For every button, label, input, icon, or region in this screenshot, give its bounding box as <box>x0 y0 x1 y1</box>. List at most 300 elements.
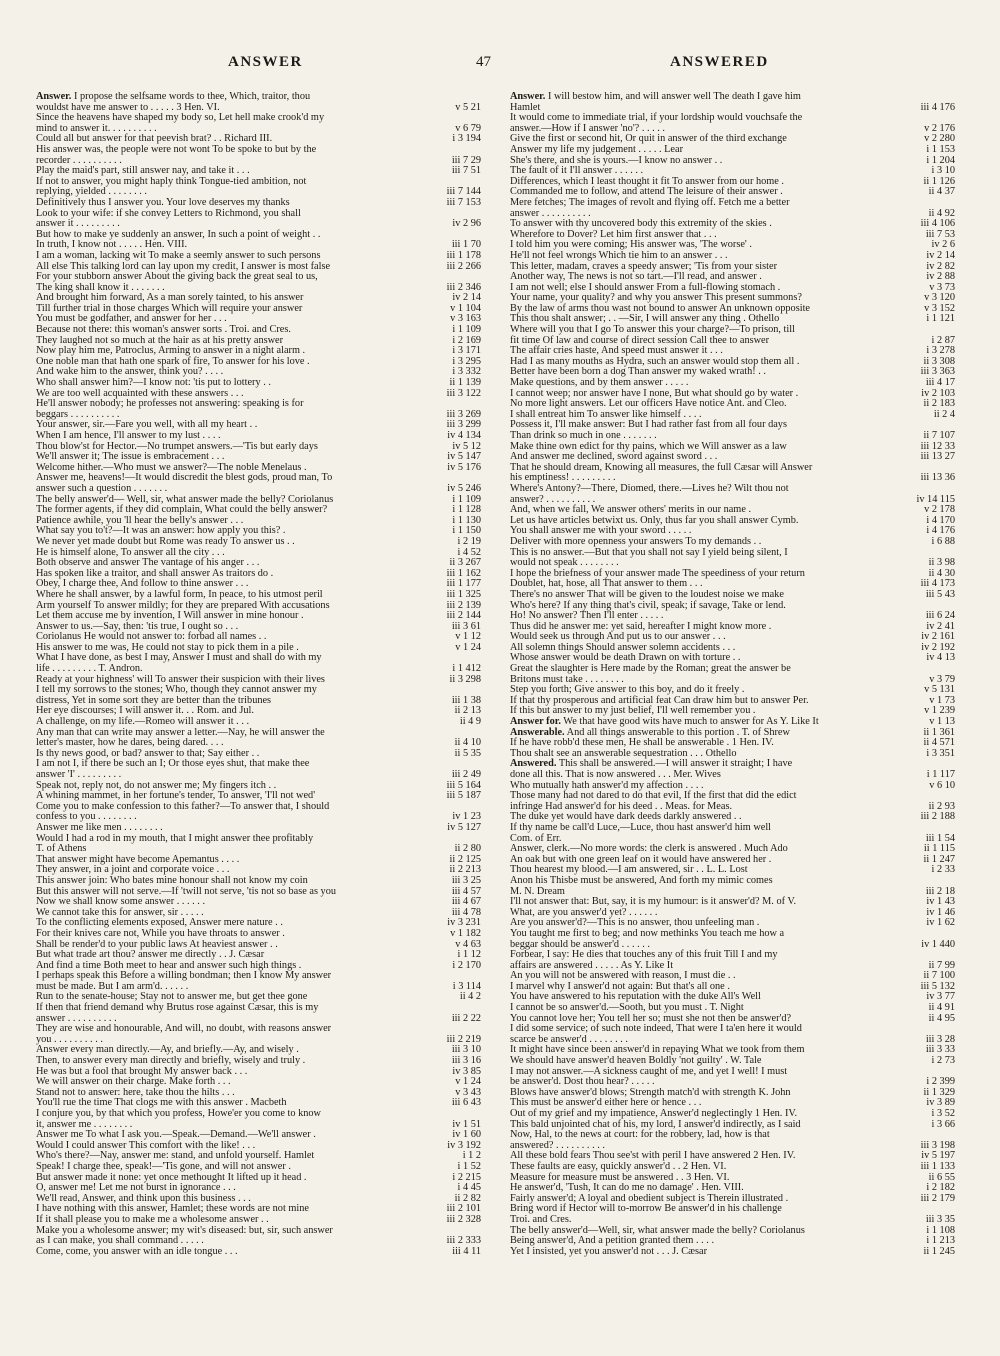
reference: iii 1 178 <box>446 249 481 261</box>
entry-text: Patience awhile, you 'll hear the belly's answer . . . <box>36 514 244 526</box>
entry-text: A challenge, on my life.—Romeo will answer it . . . <box>36 716 250 728</box>
entry-text: There's no answer That will be given to the loudest noise we make <box>510 588 784 600</box>
entry-text: What, are you answer'd yet? . . . . . . <box>510 906 658 918</box>
entry-text: This thou shalt answer; . . —Sir, I will answer any thing . Othello <box>510 313 780 325</box>
reference: iv 2 41 <box>926 620 955 632</box>
entry-text: But answer made it none: yet once methought It lifted up it head . <box>36 1171 307 1183</box>
entry-line <box>510 1162 955 1173</box>
entry-text: Is thy news good, or bad? answer to that; Say either . . <box>36 747 260 759</box>
entry-text: Troi. and Cres. <box>510 1213 572 1225</box>
reference: i 1 128 <box>452 504 481 516</box>
entry-text: Differences, which I least thought it fit To answer from our home . <box>510 175 784 187</box>
entry-text: Are you answer'd?—This is no answer, thou unfeeling man . <box>510 917 760 929</box>
reference: i 2 399 <box>926 1076 955 1088</box>
reference: iv 5 147 <box>447 451 481 463</box>
entry-text: I tell my sorrows to the stones; Who, though they cannot answer my <box>36 684 317 696</box>
reference: ii 4 10 <box>454 737 481 749</box>
reference: iii 3 122 <box>446 387 481 399</box>
entry-text: Make questions, and by them answer . . . . . <box>510 377 689 389</box>
reference: i 4 170 <box>926 514 955 526</box>
entry-text: Speak not, reply not, do not answer me; My fingers itch . . <box>36 779 277 791</box>
reference: ii 2 183 <box>923 398 955 410</box>
reference: i 1 121 <box>926 313 955 325</box>
entry-line <box>36 198 481 209</box>
reference: iv 5 127 <box>447 821 481 833</box>
reference: ii 4 91 <box>928 1002 955 1014</box>
reference: i 2 19 <box>457 535 481 547</box>
entry-text: fit time Of law and course of direct session Call thee to answer <box>510 334 770 346</box>
entry-line <box>36 92 481 103</box>
entry-text: You shall answer me with your sword . . . . . <box>510 525 692 537</box>
entry-text: Stand not to answer: here, take thou the hilts . . . <box>36 1086 235 1098</box>
entry-text: Com. of Err. <box>510 832 562 844</box>
entry-text: No more light answers. Let our officers Have notice Ant. and Cleo. <box>510 398 787 410</box>
reference: iii 2 101 <box>446 1203 481 1215</box>
entry-text: I'll not answer that: But, say, it is my humour: is it answer'd? M. of V. <box>510 896 797 908</box>
reference: iv 1 23 <box>452 811 481 823</box>
reference: iii 1 177 <box>446 578 481 590</box>
entry-text: He'll answer nobody; he professes not answering: speaking is for <box>36 398 304 410</box>
entry-text: Now play him me, Patroclus, Arming to answer in a night alarm . <box>36 345 306 357</box>
reference: v 2 176 <box>924 122 955 134</box>
entry-text: Welcome hither.—Who must we answer?—The noble Menelaus . <box>36 461 307 473</box>
reference: v 3 73 <box>929 281 955 293</box>
reference: iv 2 192 <box>921 641 955 653</box>
entry-text: We will answer on their charge. Make forth . . . <box>36 1076 231 1088</box>
reference: iii 1 54 <box>925 832 955 844</box>
entry-line <box>510 1215 955 1226</box>
reference: v 3 43 <box>455 1086 481 1098</box>
reference: i 4 176 <box>926 525 955 537</box>
reference: iii 1 162 <box>446 567 481 579</box>
reference: iii 2 139 <box>446 599 481 611</box>
entry-text: I perhaps speak this Before a willing bondman; then I know My answer <box>36 970 332 982</box>
entry-text: would not speak . . . . . . . . <box>510 557 619 569</box>
reference: i 1 213 <box>926 1235 955 1247</box>
reference: iii 4 11 <box>452 1245 481 1257</box>
entry-line <box>510 251 955 262</box>
entry-line <box>36 1109 481 1120</box>
reference: ii 1 126 <box>923 175 955 187</box>
reference: iii 7 153 <box>446 196 481 208</box>
entry-line <box>36 876 481 887</box>
left-column <box>36 92 481 1257</box>
reference: iii 2 22 <box>451 1012 481 1024</box>
reference: iii 4 78 <box>451 906 481 918</box>
entry-text: Answer. I propose the selfsame words to thee, Which, traitor, thou <box>36 91 311 102</box>
reference: iii 2 219 <box>446 1033 481 1045</box>
reference: i 1 52 <box>457 1160 481 1172</box>
reference: ii 1 245 <box>923 1245 955 1257</box>
reference: i 4 52 <box>457 546 481 558</box>
reference: iii 6 24 <box>925 610 955 622</box>
entry-line <box>510 1247 955 1258</box>
entry-text: Her eye discourses; I will answer it. . . Rom. and Jul. <box>36 705 254 717</box>
reference: iv 5 12 <box>452 440 481 452</box>
entry-text: I told him you were coming; His answer was, 'The worse' . <box>510 239 752 251</box>
headword: Answered. <box>510 758 557 770</box>
reference: v 4 63 <box>455 938 481 950</box>
entry-text: That answer might have become Apemantus . . . . <box>36 853 240 865</box>
entry-text: I am a woman, lacking wit To make a seemly answer to such persons <box>36 249 321 261</box>
entry-text: We are too well acquainted with these answers . . . <box>36 387 244 399</box>
entry-text: Run to the senate-house; Stay not to answer me, but get thee gone <box>36 991 308 1003</box>
reference: iii 2 328 <box>446 1213 481 1225</box>
reference: iii 1 133 <box>920 1160 955 1172</box>
entry-text: beggar should be answer'd . . . . . . <box>510 938 650 950</box>
entry-line <box>510 145 955 156</box>
entry-text: Fairly answer'd; A loyal and obedient subject is Therein illustrated . <box>510 1192 789 1204</box>
reference: v 5 131 <box>924 684 955 696</box>
reference: i 1 150 <box>452 525 481 537</box>
entry-text: And answer me declined, sword against sword . . . <box>510 451 718 463</box>
reference: iii 3 198 <box>920 1139 955 1151</box>
entry-text: Shall be render'd to your public laws At heaviest answer . . <box>36 938 278 950</box>
entry-text: I hope the briefness of your answer made The speediness of your return <box>510 567 805 579</box>
reference: iv 5 246 <box>447 482 481 494</box>
entry-line <box>36 484 481 495</box>
reference: iii 7 144 <box>446 186 481 198</box>
entry-text: Deliver with more openness your answers To my demands . . <box>510 535 762 547</box>
reference: v 2 178 <box>924 504 955 516</box>
reference: iii 3 33 <box>925 1044 955 1056</box>
entry-text: Whose answer would be death Drawn on with torture . . <box>510 652 741 664</box>
entry-line <box>36 1215 481 1226</box>
entry-text: If it shall please you to make me a wholesome answer . . <box>36 1213 269 1225</box>
entry-text: You'll rue the time That clogs me with this answer . Macbeth <box>36 1097 287 1109</box>
entry-text: Your name, your quality? and why you answer This present summons? <box>510 292 802 304</box>
entry-text: be answer'd. Dost thou hear? . . . . . <box>510 1076 655 1088</box>
reference: iii 2 18 <box>925 885 955 897</box>
header-left-word: ANSWER <box>228 54 303 70</box>
entry-text: Bring word if Hector will to-morrow Be answer'd in his challenge <box>510 1203 782 1215</box>
entry-text: Who's there?—Nay, answer me: stand, and unfold yourself. Hamlet <box>36 1150 315 1162</box>
entry-line <box>36 590 481 601</box>
entry-text: done all this. That is now answered . . . Mer. Wives <box>510 769 721 780</box>
entry-text: Speak! I charge thee, speak!—'Tis gone, and will not answer . <box>36 1160 291 1172</box>
headword: Answer for. <box>510 716 561 728</box>
entry-text: Answer to us.—Say, then: 'tis true, I ought so . . . <box>36 620 239 632</box>
reference: iv 1 440 <box>921 938 955 950</box>
entry-text: Would I had a rod in my mouth, that I might answer thee profitably <box>36 832 314 844</box>
entry-text: answer it . . . . . . . . . <box>36 218 120 230</box>
entry-text: This answer join: Who bates mine honour shall not know my coin <box>36 874 308 886</box>
entry-text: Who mutually hath answer'd my affection . . . . <box>510 779 704 791</box>
reference: i 4 45 <box>457 1182 481 1194</box>
entry-text: mind to answer it. . . . . . . . . . <box>36 122 157 134</box>
entry-text: If not to answer, you might haply think Tongue-tied ambition, not <box>36 175 307 187</box>
entry-text: Who shall answer him?—I know not: 'tis put to lottery . . <box>36 377 271 389</box>
entry-text: We'll answer it; The issue is embracement . . . <box>36 451 225 463</box>
entry-text: If this but answer to my just belief, I'll well remember you . <box>510 705 756 717</box>
reference: iii 2 333 <box>446 1235 481 1247</box>
entry-text: You taught me first to beg; and now methinks You teach me how a <box>510 927 785 939</box>
entry-text: answer . . . . . . . . . . <box>36 1012 117 1024</box>
reference: ii 7 100 <box>923 970 955 982</box>
entry-text: Better have been born a dog Than answer my waked wrath! . . <box>510 366 766 378</box>
entry-text: Obey, I charge thee, And follow to thine answer . . . <box>36 578 249 590</box>
reference: iv 3 89 <box>926 1097 955 1109</box>
entry-text: Where will you that I go To answer this your charge?—To prison, till <box>510 324 795 336</box>
reference: iii 2 346 <box>446 281 481 293</box>
reference: iii 6 43 <box>451 1097 481 1109</box>
entry-text: The fault of it I'll answer . . . . . . <box>510 165 644 177</box>
entry-text: Forbear, I say: He dies that touches any of this fruit Till I and my <box>510 949 778 961</box>
entry-text: An you will not be answered with reason, I must die . . <box>510 970 736 982</box>
entry-text: The former agents, if they did complain, What could the belly answer? <box>36 504 328 516</box>
entry-line <box>510 1109 955 1120</box>
entry-text: affairs are answered . . . . . As Y. Like It <box>510 959 674 971</box>
reference: iv 1 60 <box>452 1129 481 1141</box>
entry-text: Than drink so much in one . . . . . . . <box>510 430 657 441</box>
entry-text: This must be answer'd either here or hence . . . <box>510 1097 702 1109</box>
entry-text: If he have robb'd these men, He shall be answerable . 1 Hen. IV. <box>510 737 774 749</box>
reference: i 2 73 <box>931 1055 955 1067</box>
entry-text: I did some service; of such note indeed, That were I ta'en here it would <box>510 1023 802 1035</box>
entry-text: Make you a wholesome answer; my wit's diseased: but, sir, such answer <box>36 1224 333 1236</box>
reference: v 5 21 <box>455 101 481 113</box>
reference: i 1 12 <box>457 949 481 961</box>
entry-text: Anon his Thisbe must be answered, And forth my mimic comes <box>510 874 773 886</box>
reference: ii 4 95 <box>928 1012 955 1024</box>
reference: iv 14 115 <box>916 493 955 505</box>
entry-text: Where he shall answer, by a lawful form, In peace, to his utmost peril <box>36 588 323 600</box>
entry-text: Thus did he answer me: yet said, hereafter I might know more . <box>510 620 772 632</box>
reference: v 1 182 <box>450 927 481 939</box>
entry-line <box>36 834 481 845</box>
entry-text: He'll not feel wrongs Which tie him to an answer . . . <box>510 249 728 261</box>
entry-text: Would I could answer This comfort with the like! . . . <box>36 1139 256 1151</box>
entry-text: I conjure you, by that which you profess, Howe'er you come to know <box>36 1108 321 1119</box>
reference: iv 2 14 <box>926 249 955 261</box>
entry-text: Now we shall know some answer . . . . . . <box>36 896 206 908</box>
entry-text: Come you to make confession to this father?—To answer that, I should <box>36 800 330 812</box>
entry-line <box>510 537 955 548</box>
entry-text: Those many had not dared to do that evil, If the first that did the edict <box>510 790 797 802</box>
reference: iii 2 188 <box>920 811 955 823</box>
entry-text: Another way, The news is not so tart.—I'll read, and answer . <box>510 271 762 283</box>
reference: ii 4 30 <box>928 567 955 579</box>
reference: ii 2 213 <box>449 864 481 876</box>
reference: iii 1 70 <box>451 239 481 251</box>
entry-line <box>36 145 481 156</box>
entry-text: The king shall know it . . . . . . . <box>36 281 165 293</box>
reference: ii 2 13 <box>454 705 481 717</box>
entry-text: All else This talking lord can lay upon my credit, I answer is most false <box>36 260 331 272</box>
entry-text: scarce be answer'd . . . . . . . . <box>510 1033 628 1045</box>
reference: iii 7 29 <box>451 154 481 166</box>
entry-line <box>510 92 955 103</box>
entry-text: By the law of arms thou wast not bound to answer An unknown opposite <box>510 302 811 314</box>
reference: iv 2 161 <box>921 631 955 643</box>
entry-text: I may not answer.—A sickness caught of me, and yet I well! I must <box>510 1065 788 1077</box>
entry-text: You cannot love her; You tell her so; must she not then be answer'd? <box>510 1012 792 1024</box>
entry-text: beggars . . . . . . . . . . <box>36 408 120 420</box>
entry-text: Being answer'd, And a petition granted them . . . . <box>510 1235 715 1247</box>
reference: i 1 2 <box>462 1150 481 1162</box>
entry-text: All these bold fears Thou see'st with peril I have answered 2 Hen. IV. <box>510 1150 796 1162</box>
reference: v 1 12 <box>455 631 481 643</box>
reference: iii 13 27 <box>920 451 955 463</box>
entry-text: It would come to immediate trial, if your lordship would vouchsafe the <box>510 112 803 124</box>
entry-text: Thou blow'st for Hector.—No trumpet answers.—'Tis but early days <box>36 440 318 452</box>
reference: ii 7 107 <box>923 430 955 441</box>
entry-line <box>36 537 481 548</box>
entry-text: infringe Had answer'd for his deed . . Meas. for Meas. <box>510 800 733 812</box>
entry-line <box>36 1247 481 1258</box>
entry-text: Answer. I will bestow him, and will answer well The death I gave him <box>510 91 801 102</box>
entry-text: Yet I insisted, yet you answer'd not . . . J. Cæsar <box>510 1245 708 1257</box>
entry-text: Because not there: this woman's answer sorts . Troi. and Cres. <box>36 324 291 336</box>
reference: ii 1 329 <box>923 1086 955 1098</box>
reference: iii 4 176 <box>920 101 955 113</box>
reference: i 1 109 <box>452 324 481 336</box>
reference: i 2 169 <box>452 334 481 346</box>
reference: iii 3 61 <box>451 620 481 632</box>
entry-text: To the conflicting elements exposed, Answer mere nature . . <box>36 917 283 929</box>
entry-text: Possess it, I'll make answer: But I had rather fast from all four days <box>510 419 787 431</box>
entry-text: I shall entreat him To answer like himself . . . . <box>510 408 702 420</box>
entry-text: I am not I, if there be such an I; Or those eyes shut, that make thee <box>36 758 310 770</box>
entry-text: To answer with thy uncovered body this extremity of the skies . <box>510 218 772 230</box>
entry-text: We should have answer'd heaven Boldly 'not guilty' . W. Tale <box>510 1055 762 1067</box>
entry-text: He answer'd, 'Tush, It can do me no damage' . Hen. VIII. <box>510 1182 744 1194</box>
reference: iii 5 164 <box>446 779 481 791</box>
reference: iv 5 176 <box>447 461 481 473</box>
reference: i 3 278 <box>926 345 955 357</box>
entry-text: Now, Hal, to the news at court: for the robbery, lad, how is that <box>510 1129 770 1141</box>
headword: Answerable. <box>510 726 565 738</box>
reference: ii 2 4 <box>933 408 955 420</box>
reference: iii 5 187 <box>446 790 481 802</box>
reference: v 1 24 <box>455 1076 481 1088</box>
entry-text: answer.—How if I answer 'no'? . . . . . <box>510 122 665 134</box>
entry-text: All solemn things Should answer solemn accidents . . . <box>510 641 736 653</box>
reference: iii 3 25 <box>451 874 481 886</box>
reference: ii 1 361 <box>923 726 955 738</box>
entry-text: They are wise and honourable, And will, no doubt, with reasons answer <box>36 1023 332 1035</box>
reference: i 2 87 <box>931 334 955 346</box>
reference: iii 5 43 <box>925 588 955 600</box>
reference: i 3 171 <box>452 345 481 357</box>
reference: i 3 351 <box>926 747 955 759</box>
entry-text: They answer, in a joint and corporate voice . . . <box>36 864 230 876</box>
reference: iv 3 77 <box>926 991 955 1003</box>
reference: v 3 152 <box>924 302 955 314</box>
entry-line <box>510 484 955 495</box>
reference: iv 4 13 <box>926 652 955 664</box>
entry-text: Out of my grief and my impatience, Answer'd neglectingly 1 Hen. IV. <box>510 1108 798 1119</box>
reference: iv 1 43 <box>926 896 955 908</box>
entry-text: A whining mammet, in her fortune's tender, To answer, 'I'll not wed' <box>36 790 316 802</box>
entry-text: answer such a question . . . . . . . <box>36 482 168 494</box>
entry-text: Who's here? If any thing that's civil, speak; if savage, Take or lend. <box>510 599 786 611</box>
reference: iv 2 6 <box>931 239 955 251</box>
reference: i 6 88 <box>931 535 955 547</box>
reference: i 1 108 <box>926 1224 955 1236</box>
entry-text: Ready at your highness' will To answer their suspicion with their lives <box>36 673 325 685</box>
entry-text: Answered. This shall be answered.—I will answer it straight; I have <box>510 758 793 770</box>
reference: ii 1 139 <box>449 377 481 389</box>
reference: iii 7 53 <box>925 228 955 240</box>
reference: ii 4 2 <box>459 991 481 1003</box>
reference: ii 4 92 <box>928 207 955 219</box>
entry-line <box>510 823 955 834</box>
reference: iii 1 325 <box>446 588 481 600</box>
reference: iv 3 192 <box>447 1139 481 1151</box>
reference: iv 3 85 <box>452 1065 481 1077</box>
entry-text: as I can make, you shall command . . . . . <box>36 1235 204 1247</box>
entry-text: Step you forth; Give answer to this boy, and do it freely . <box>510 684 745 696</box>
reference: iii 4 106 <box>920 218 955 230</box>
entry-text: This bald unjointed chat of his, my lord, I answer'd indirectly, as I said <box>510 1118 801 1130</box>
reference: iii 2 49 <box>451 769 481 780</box>
entry-text: Answer me like men . . . . . . . . <box>36 821 163 833</box>
entry-text: If that thy prosperous and artificial feat Can draw him but to answer Per. <box>510 694 809 706</box>
reference: i 1 412 <box>452 663 481 675</box>
entry-text: Answerable. And all things answerable to this portion . T. of Shrew <box>510 726 790 738</box>
reference: ii 6 55 <box>928 1171 955 1183</box>
reference: v 1 73 <box>929 694 955 706</box>
entry-line <box>36 823 481 834</box>
entry-line <box>510 1204 955 1215</box>
entry-line <box>36 251 481 262</box>
entry-text: When I am hence, I'll answer to my lust . . . . <box>36 430 221 441</box>
entry-text: We cannot take this for answer, sir . . . . . <box>36 906 204 918</box>
entry-text: The belly answer'd—Well, sir, what answer made the belly? Coriolanus <box>510 1224 805 1236</box>
entry-text: And brought him forward, As a man sorely tainted, to his answer <box>36 292 304 304</box>
entry-text: must be made. But I am arm'd. . . . . . <box>36 980 189 992</box>
entry-text: life . . . . . . . . . T. Andron. <box>36 663 143 675</box>
reference: iii 12 33 <box>920 440 955 452</box>
entry-text: Britons must take . . . . . . . . <box>510 673 624 685</box>
reference: v 1 13 <box>929 716 955 728</box>
reference: iv 1 62 <box>926 917 955 929</box>
entry-text: That he should dream, Knowing all measures, the full Cæsar will Answer <box>510 461 813 473</box>
entry-text: For their knives care not, While you have throats to answer . <box>36 927 285 939</box>
reference: iii 3 299 <box>446 419 481 431</box>
entry-text: This is no answer.—But that you shall not say I yield being silent, I <box>510 546 788 558</box>
entry-text: Till further trial in those charges Which will require your answer <box>36 302 303 314</box>
entry-text: Then, to answer every man directly and briefly, wisely and truly . <box>36 1055 306 1067</box>
running-header <box>38 54 962 76</box>
entry-text: You must be godfather, and answer for her . . . <box>36 313 227 325</box>
reference: i 3 295 <box>452 355 481 367</box>
entry-line <box>510 431 955 442</box>
reference: i 1 109 <box>452 493 481 505</box>
entry-text: it, answer me . . . . . . . . <box>36 1118 133 1130</box>
entry-text: you . . . . . . . . . . <box>36 1033 103 1045</box>
entry-line <box>36 770 481 781</box>
reference: iii 4 57 <box>451 885 481 897</box>
reference: i 3 194 <box>452 133 481 145</box>
reference: iv 2 14 <box>452 292 481 304</box>
entry-text: Look to your wife: if she convey Letters to Richmond, you shall <box>36 207 301 219</box>
entry-text: Any man that can write may answer a letter.—Nay, he will answer the <box>36 726 325 738</box>
reference: iii 2 144 <box>446 610 481 622</box>
entry-text: And wake him to the answer, think you? . . . . <box>36 366 224 378</box>
entry-text: I have nothing with this answer, Hamlet; these words are not mine <box>36 1203 309 1215</box>
reference: i 2 170 <box>452 959 481 971</box>
entry-text: confess to you . . . . . . . . <box>36 811 137 823</box>
reference: iii 4 67 <box>451 896 481 908</box>
reference: v 3 120 <box>924 292 955 304</box>
reference: v 3 163 <box>450 313 481 325</box>
reference: iv 4 134 <box>447 430 481 441</box>
reference: i 1 204 <box>926 154 955 166</box>
entry-text: Both observe and answer The vantage of his anger . . . <box>36 557 260 569</box>
entry-text: Answer for. We that have good wits have much to answer for As Y. Like It <box>510 716 819 728</box>
